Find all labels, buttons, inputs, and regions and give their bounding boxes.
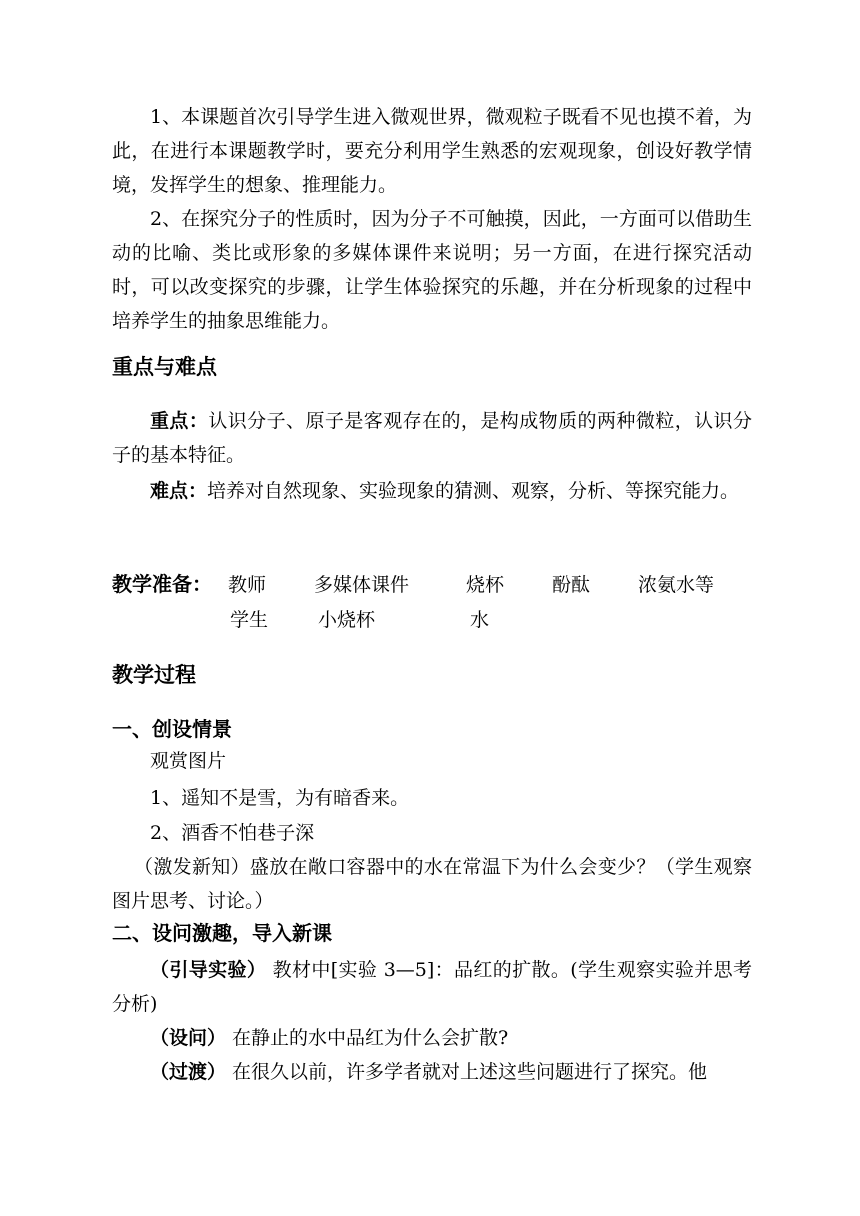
prep-multimedia: 多媒体课件: [314, 574, 410, 596]
ask-label: （设问）: [150, 1027, 227, 1049]
difficult-point-paragraph: [112, 474, 752, 508]
guide-text: 教材中[实验 3—5]：品红的扩散。(学生观察实验并思考分析): [112, 959, 752, 1015]
transition-label: （过渡）: [150, 1061, 227, 1083]
prep-student: 学生: [230, 609, 269, 631]
key-points-heading: 重点与难点: [112, 355, 217, 379]
prep-phenolphthalein: 酚酞: [552, 574, 591, 596]
intro-paragraph-1: 1、本课题首次引导学生进入微观世界，微观粒子既看不见也摸不着，为此，在进行本课题教学时，要充分利用学生熟悉的宏观现象，创设好教学情境，发挥学生的想象、推理能力。: [112, 106, 752, 196]
prep-small-beaker: 小烧杯: [318, 609, 376, 631]
preparation-label: 教学准备：: [112, 572, 212, 596]
intro-paragraph-2: 2、在探究分子的性质时，因为分子不可触摸，因此，一方面可以借助生动的比喻、类比或形象的多媒体课件来说明；另一方面，在进行探究活动时，可以改变探究的步骤，让学生体验探究的乐趣，并在分析现象的过程中培养学生的抽象思维能力。: [112, 208, 752, 332]
poem-line-1: 1、遥知不是雪，为有暗香来。: [150, 787, 410, 809]
prep-beaker: 烧杯: [466, 574, 505, 596]
prep-water: 水: [470, 609, 490, 631]
section-2-title: 二、设问激趣，导入新课: [112, 921, 332, 945]
ask-text: 在静止的水中品红为什么会扩散?: [226, 1027, 509, 1049]
transition-text: 在很久以前，许多学者就对上述这些问题进行了探究。他: [226, 1061, 708, 1083]
difficult-point-text: 培养对自然现象、实验现象的猜测、观察，分析、等探究能力。: [207, 480, 740, 502]
key-point-label: 重点：: [150, 410, 209, 432]
ask-paragraph: [112, 1021, 752, 1055]
key-point-text: 认识分子、原子是客观存在的，是构成物质的两种微粒，认识分子的基本特征。: [112, 410, 752, 466]
poem-line-2: 2、酒香不怕巷子深: [150, 822, 315, 844]
section-1-title: 一、创设情景: [112, 717, 232, 741]
teaching-process-heading: 教学过程: [112, 663, 196, 687]
transition-paragraph: [112, 1055, 752, 1089]
stimulate-paragraph: （激发新知）盛放在敞口容器中的水在常温下为什么会变少？（学生观察图片思考、讨论。）: [112, 856, 752, 912]
view-pictures-line: 观赏图片: [150, 750, 227, 772]
prep-teacher: 教师: [228, 574, 267, 596]
guide-experiment-paragraph: [112, 953, 752, 1021]
key-point-paragraph: [112, 404, 752, 472]
difficult-point-label: 难点：: [150, 480, 208, 502]
guide-label: （引导实验）: [150, 959, 267, 981]
prep-ammonia: 浓氨水等: [638, 574, 715, 596]
